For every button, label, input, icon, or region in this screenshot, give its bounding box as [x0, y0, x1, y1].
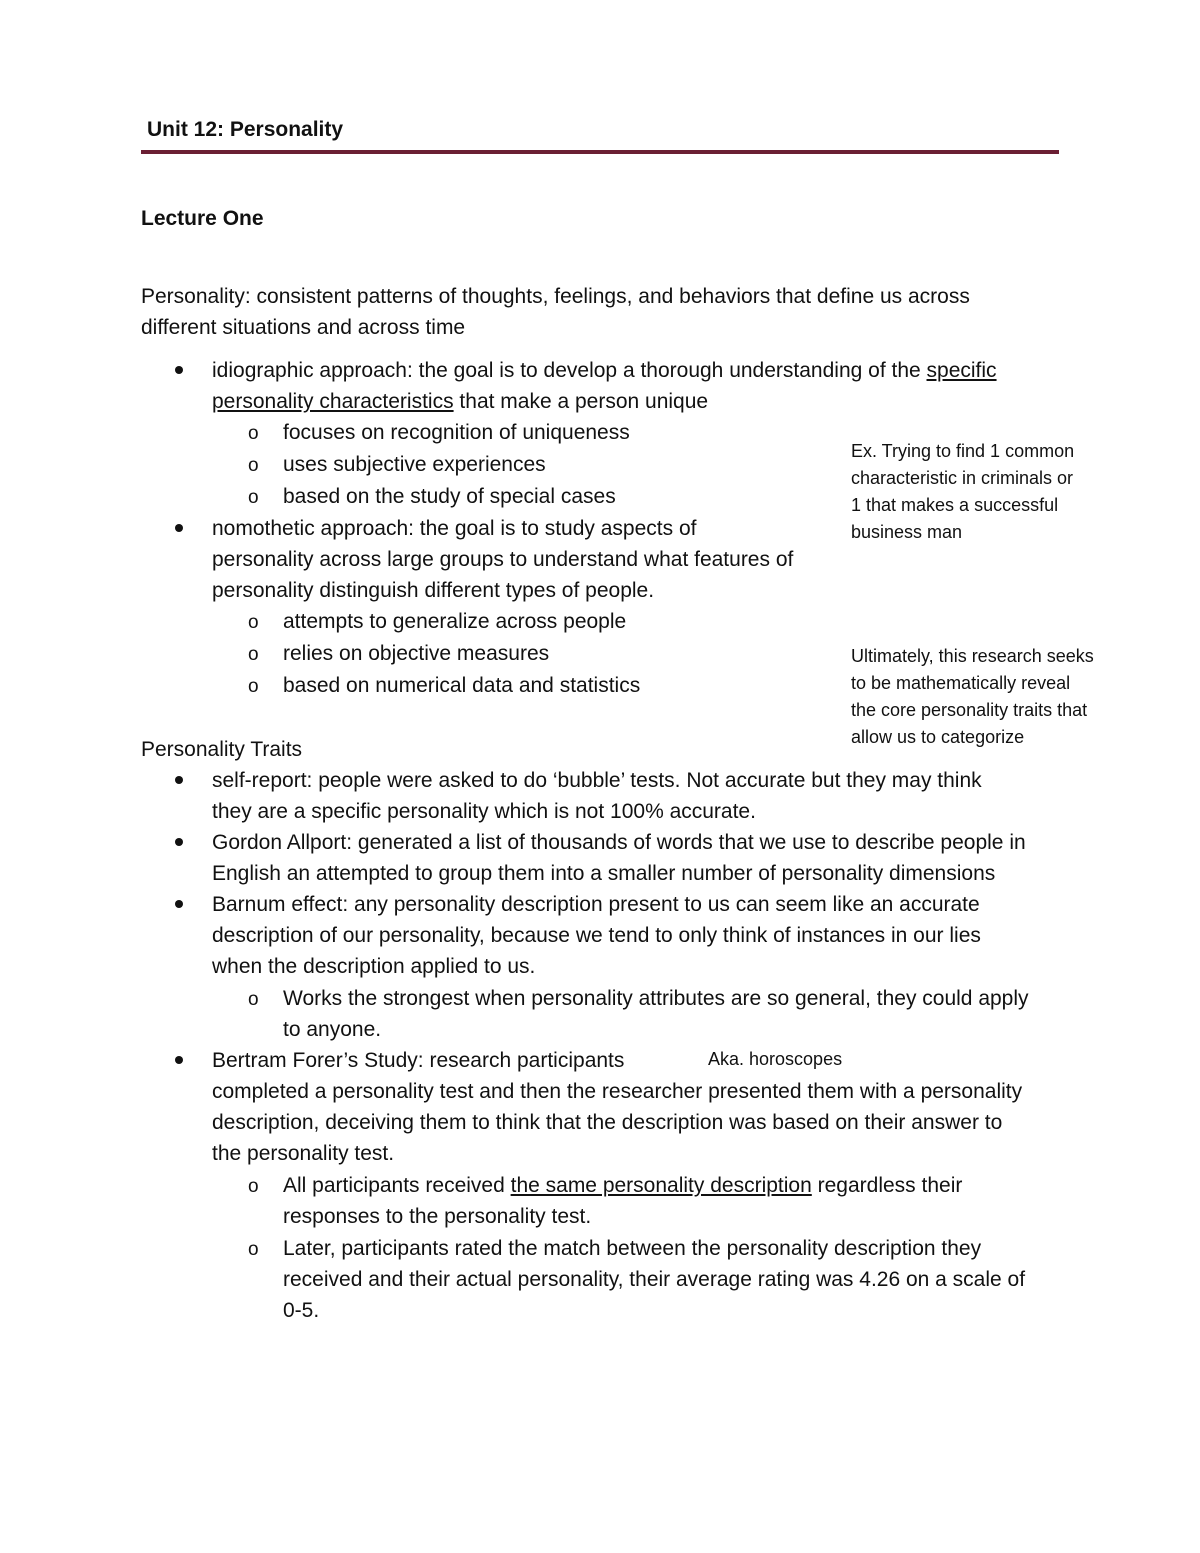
sub-bullet-marker: o [248, 1176, 259, 1197]
margin-note-2-line-1: Ultimately, this research seeks [851, 646, 1094, 666]
sub-bullet-marker: o [248, 644, 259, 665]
forer-sub2-line-2: received and their actual personality, their average rating was 4.26 on a scale of [283, 1268, 1026, 1291]
sub-bullet-marker: o [248, 487, 259, 508]
margin-note-1-line-2: characteristic in criminals or [851, 468, 1074, 488]
bullet-dot [175, 900, 183, 908]
forer-sub1-line-1: All participants received the same personality description regardless their [283, 1174, 963, 1197]
traits-heading: Personality Traits [141, 738, 303, 761]
bullet-dot [175, 366, 183, 374]
nomothetic-sub-3: based on numerical data and statistics [283, 674, 641, 697]
bullet-dot [175, 1056, 183, 1064]
sub-bullet-marker: o [248, 612, 259, 633]
allport-line-2: English an attempted to group them into a smaller number of personality dimensions [212, 862, 996, 885]
barnum-sub-line-2: to anyone. [283, 1018, 382, 1041]
sub-bullet-marker: o [248, 423, 259, 444]
barnum-line-2: description of our personality, because we tend to only think of instances in our lies [212, 924, 981, 947]
forer-line-2: completed a personality test and then the researcher presented them with a personality [212, 1080, 1023, 1103]
forer-sub2-line-3: 0-5. [283, 1299, 320, 1322]
barnum-line-1: Barnum effect: any personality description present to us can seem like an accurate [212, 893, 980, 916]
idiographic-sub-1: focuses on recognition of uniqueness [283, 421, 630, 444]
allport-line-1: Gordon Allport: generated a list of thousands of words that we use to describe people in [212, 831, 1026, 854]
nomothetic-line-3: personality distinguish different types of people. [212, 579, 655, 602]
barnum-sub-line-1: Works the strongest when personality attributes are so general, they could apply [283, 987, 1029, 1010]
bullet-dot [175, 524, 183, 532]
self-report-line-1: self-report: people were asked to do ‘bubble’ tests. Not accurate but they may think [212, 769, 982, 792]
definition-line-1: Personality: consistent patterns of thoughts, feelings, and behaviors that define us across [141, 285, 970, 308]
definition-line-2: different situations and across time [141, 316, 466, 339]
underlined-text: the same personality description [510, 1174, 812, 1197]
forer-line-1: Bertram Forer’s Study: research participants [212, 1049, 625, 1072]
margin-note-2-line-3: the core personality traits that [851, 700, 1088, 720]
idiographic-line-2: personality characteristics that make a person unique [212, 390, 709, 413]
sub-bullet-marker: o [248, 1239, 259, 1260]
idiographic-sub-2: uses subjective experiences [283, 453, 546, 476]
sub-bullet-marker: o [248, 455, 259, 476]
page-title: Unit 12: Personality [147, 118, 344, 141]
nomothetic-line-1: nomothetic approach: the goal is to study aspects of [212, 517, 697, 540]
margin-note-2-line-4: allow us to categorize [851, 727, 1025, 747]
self-report-line-2: they are a specific personality which is not 100% accurate. [212, 800, 756, 823]
nomothetic-sub-2: relies on objective measures [283, 642, 550, 665]
bullet-dot [175, 838, 183, 846]
nomothetic-line-2: personality across large groups to understand what features of [212, 548, 794, 571]
forer-sub2-line-1: Later, participants rated the match between the personality description they [283, 1237, 982, 1260]
underlined-text: personality characteristics [212, 390, 454, 413]
bullet-dot [175, 776, 183, 784]
sub-bullet-marker: o [248, 676, 259, 697]
margin-note-1-line-4: business man [851, 522, 963, 542]
forer-line-3: description, deceiving them to think that the description was based on their answer to [212, 1111, 1003, 1134]
idiographic-sub-3: based on the study of special cases [283, 485, 616, 508]
margin-note-1-line-3: 1 that makes a successful [851, 495, 1059, 515]
margin-note-2-line-2: to be mathematically reveal [851, 673, 1071, 693]
title-divider [141, 150, 1059, 154]
sub-bullet-marker: o [248, 989, 259, 1010]
margin-note-3: Aka. horoscopes [708, 1049, 843, 1069]
nomothetic-sub-1: attempts to generalize across people [283, 610, 627, 633]
forer-line-4: the personality test. [212, 1142, 395, 1165]
margin-note-1-line-1: Ex. Trying to find 1 common [851, 441, 1075, 461]
idiographic-line-1: idiographic approach: the goal is to develop a thorough understanding of the specific [212, 359, 997, 382]
barnum-line-3: when the description applied to us. [212, 955, 536, 978]
section-heading: Lecture One [141, 207, 264, 230]
forer-sub1-line-2: responses to the personality test. [283, 1205, 592, 1228]
underlined-text: specific [926, 359, 997, 382]
